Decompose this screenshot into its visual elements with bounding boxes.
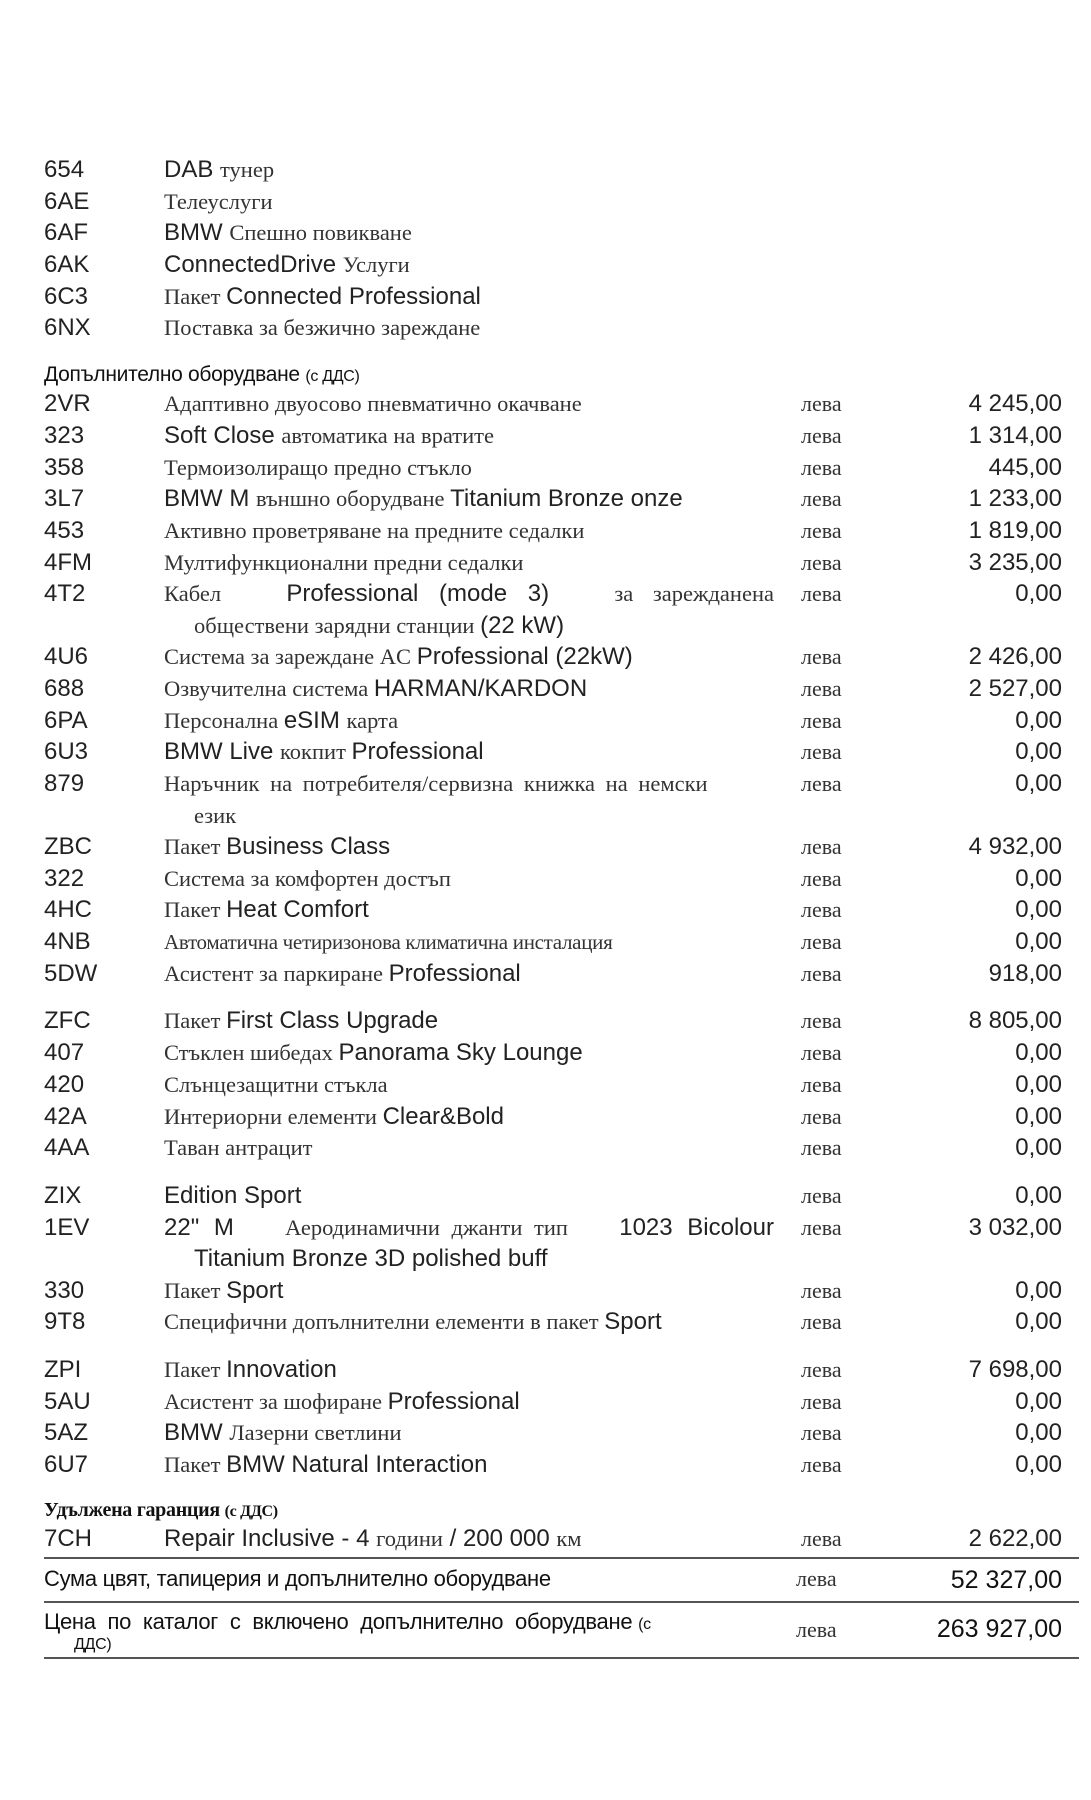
currency: лева	[801, 1309, 842, 1335]
item-code: 6NX	[44, 314, 91, 342]
item-description: Пакет Innovation	[164, 1355, 337, 1383]
item-description: Таван антрацит	[164, 1135, 313, 1161]
table-row	[44, 863, 1079, 895]
price: 0,00	[1015, 1070, 1062, 1098]
item-code: 322	[44, 864, 85, 892]
list-item	[44, 312, 1079, 344]
table-row	[44, 1101, 1079, 1133]
currency: лева	[801, 1008, 842, 1034]
table-row	[44, 926, 1079, 958]
item-code: 3L7	[44, 485, 85, 513]
currency: лева	[801, 1452, 842, 1477]
price: 0,00	[1015, 580, 1062, 608]
item-code: 4HC	[44, 896, 93, 924]
currency: лева	[801, 1420, 842, 1446]
list-item	[44, 217, 1079, 249]
price: 0,00	[1015, 738, 1062, 766]
table-row	[44, 1132, 1079, 1164]
item-code: ZFC	[44, 1007, 91, 1035]
standard-items-list	[44, 154, 1079, 344]
item-description: Термоизолиращо предно стъкло	[164, 454, 472, 480]
spacer	[44, 1481, 1079, 1493]
item-code: ZPI	[44, 1355, 82, 1383]
item-code: 6C3	[44, 282, 89, 310]
item-description: BMW M външно оборудване Titanium Bronze onze	[164, 485, 683, 513]
item-code: ZIX	[44, 1181, 82, 1209]
item-code: 6PA	[44, 706, 88, 734]
table-row	[44, 1354, 1079, 1386]
equipment-group	[44, 1354, 1079, 1481]
price: 0,00	[1015, 1181, 1062, 1209]
price: 0,00	[1015, 770, 1062, 797]
table-row	[44, 1212, 1079, 1275]
item-code: 6U7	[44, 1451, 89, 1478]
item-description: Пакет First Class Upgrade	[164, 1007, 439, 1035]
item-description: Система за зареждане AC Professional (22kW)	[164, 643, 633, 671]
price: 0,00	[1015, 1039, 1062, 1067]
table-row	[44, 1005, 1079, 1037]
item-description: BMW Лазерни светлини	[164, 1419, 402, 1447]
equipment-group	[44, 1005, 1079, 1163]
table-row	[44, 1275, 1079, 1307]
table-row	[44, 705, 1079, 737]
table-row	[44, 641, 1079, 673]
price: 918,00	[988, 959, 1062, 987]
item-description: Интериорни елементи Clear&Bold	[164, 1102, 504, 1130]
item-code: 4U6	[44, 643, 89, 671]
currency: лева	[801, 644, 842, 670]
list-item	[44, 249, 1079, 281]
item-description: Автоматична четиризонова климатична инсталация	[164, 930, 613, 955]
table-row	[44, 483, 1079, 515]
item-description: Repair Inclusive - 4 години / 200 000 км	[164, 1524, 582, 1552]
price: 1 314,00	[968, 421, 1062, 449]
price: 1 819,00	[968, 516, 1062, 544]
item-code: 420	[44, 1070, 85, 1098]
currency: лева	[801, 771, 842, 796]
table-row	[44, 894, 1079, 926]
section-title-optional-equipment: Допълнително оборудване (с ДДС)	[44, 363, 360, 387]
item-description: Кабел Professional (mode 3) за зарежданена обществени зарядни станции (22 kW)	[164, 580, 774, 639]
table-row	[44, 578, 1079, 641]
item-code: 42A	[44, 1102, 87, 1130]
currency: лева	[796, 1566, 837, 1592]
price: 4 245,00	[968, 390, 1062, 418]
item-code: 358	[44, 453, 85, 481]
item-description: Пакет Sport	[164, 1276, 284, 1304]
list-item	[44, 186, 1079, 218]
item-code: 9T8	[44, 1308, 86, 1336]
item-code: 654	[44, 156, 85, 183]
item-description: Стъклен шибедах Panorama Sky Lounge	[164, 1039, 583, 1067]
currency: лева	[801, 739, 842, 765]
item-description: Пакет Connected Professional	[164, 282, 481, 310]
price-list-page	[44, 154, 1079, 1659]
table-row	[44, 452, 1079, 484]
price: 0,00	[1015, 864, 1062, 892]
item-code: 7CH	[44, 1524, 93, 1552]
table-row	[44, 673, 1079, 705]
item-description: Телеуслуги	[164, 188, 273, 214]
table-row	[44, 736, 1079, 768]
price: 0,00	[1015, 1276, 1062, 1304]
price: 0,00	[1015, 1308, 1062, 1336]
price: 2 426,00	[968, 643, 1062, 671]
equipment-group	[44, 1180, 1079, 1338]
price: 445,00	[988, 453, 1062, 481]
table-row	[44, 831, 1079, 863]
currency: лева	[801, 581, 842, 607]
price: 2 527,00	[968, 674, 1062, 702]
item-code: 879	[44, 770, 85, 797]
currency: лева	[801, 707, 842, 733]
equipment-group	[44, 388, 1079, 989]
currency: лева	[801, 1040, 842, 1066]
price: 0,00	[1015, 1387, 1062, 1415]
item-description: Активно проветряване на предните седалки	[164, 517, 585, 543]
currency: лева	[801, 834, 842, 859]
table-row	[44, 1449, 1079, 1481]
currency: лева	[801, 454, 842, 480]
item-description: Мултифункционални предни седалки	[164, 549, 524, 575]
table-row	[44, 1523, 1079, 1555]
price: 0,00	[1015, 1102, 1062, 1130]
currency: лева	[801, 391, 842, 417]
table-row	[44, 1306, 1079, 1338]
item-description: ConnectedDrive Услуги	[164, 251, 410, 279]
catalog-total-label: Цена по каталог с включено допълнително оборудване (с ДДС)	[44, 1609, 651, 1654]
table-row	[44, 1037, 1079, 1069]
subtotal-row	[44, 1557, 1079, 1601]
item-code: 5DW	[44, 959, 98, 987]
item-description: Edition Sport	[164, 1181, 302, 1209]
currency: лева	[801, 929, 842, 955]
item-code: 330	[44, 1276, 85, 1304]
currency: лева	[801, 960, 842, 986]
item-code: 688	[44, 674, 85, 702]
price: 8 805,00	[968, 1007, 1062, 1035]
currency: лева	[801, 549, 842, 575]
list-item	[44, 281, 1079, 313]
section-title-warranty: Удължена гаранция (с ДДС)	[44, 1498, 278, 1521]
item-code: 453	[44, 516, 85, 544]
table-row	[44, 515, 1079, 547]
currency: лева	[801, 1214, 842, 1240]
currency: лева	[801, 897, 842, 923]
subtotal-label: Сума цвят, тапицерия и допълнително оборудване	[44, 1566, 551, 1592]
item-description: Персонална eSIM карта	[164, 706, 399, 734]
item-description: Слънцезащитни стъкла	[164, 1071, 388, 1097]
table-row	[44, 420, 1079, 452]
item-code: 6AF	[44, 219, 89, 247]
currency: лева	[801, 517, 842, 543]
price: 0,00	[1015, 928, 1062, 956]
table-row	[44, 768, 1079, 831]
price: 0,00	[1015, 1419, 1062, 1447]
item-code: 6U3	[44, 738, 89, 766]
table-row	[44, 1417, 1079, 1449]
item-description: Пакет BMW Natural Interaction	[164, 1451, 488, 1478]
table-row	[44, 1069, 1079, 1101]
item-description: Наръчник на потребителя/сервизна книжка на немски език	[164, 771, 708, 828]
price: 1 233,00	[968, 485, 1062, 513]
item-description: Адаптивно двуосово пневматично окачване	[164, 391, 582, 417]
item-code: 4NB	[44, 928, 91, 956]
spacer	[44, 1338, 1079, 1354]
item-code: 2VR	[44, 390, 91, 418]
item-description: Пакет Heat Comfort	[164, 896, 369, 924]
price: 4 932,00	[968, 833, 1062, 860]
item-description: DAB тунер	[164, 156, 275, 183]
item-description: Асистент за шофиране Professional	[164, 1387, 520, 1415]
spacer	[44, 344, 1079, 358]
currency: лева	[801, 865, 842, 891]
table-row	[44, 958, 1079, 990]
item-code: 4FM	[44, 548, 92, 576]
price: 3 032,00	[968, 1213, 1062, 1241]
subtotal-amount: 52 327,00	[950, 1566, 1062, 1595]
item-description: Асистент за паркиране Professional	[164, 959, 521, 987]
item-code: 4T2	[44, 580, 86, 608]
item-code: 5AU	[44, 1387, 91, 1415]
item-code: 6AE	[44, 187, 90, 215]
item-description: BMW Спешно повикване	[164, 219, 412, 247]
price: 0,00	[1015, 1134, 1062, 1162]
currency: лева	[796, 1617, 837, 1643]
currency: лева	[801, 1525, 842, 1551]
catalog-total-amount: 263 927,00	[936, 1615, 1062, 1644]
item-description: BMW Live кокпит Professional	[164, 738, 484, 766]
item-code: 323	[44, 421, 85, 449]
table-row	[44, 547, 1079, 579]
currency: лева	[801, 486, 842, 512]
item-code: 5AZ	[44, 1419, 89, 1447]
item-description: Поставка за безжично зареждане	[164, 315, 481, 341]
spacer	[44, 989, 1079, 1005]
price: 3 235,00	[968, 548, 1062, 576]
currency: лева	[801, 1356, 842, 1382]
price: 0,00	[1015, 706, 1062, 734]
currency: лева	[801, 1388, 842, 1414]
currency: лева	[801, 1277, 842, 1303]
currency: лева	[801, 422, 842, 448]
item-code: 4AA	[44, 1134, 90, 1162]
list-item	[44, 154, 1079, 186]
item-description: Система за комфортен достъп	[164, 865, 451, 891]
price: 7 698,00	[968, 1355, 1062, 1383]
item-description: Озвучителна система HARMAN/KARDON	[164, 674, 588, 702]
item-code: 1EV	[44, 1213, 90, 1241]
item-description: 22" M Аеродинамични джанти тип 1023 Bicolour Titanium Bronze 3D polished buff	[164, 1213, 774, 1273]
price: 0,00	[1015, 1451, 1062, 1478]
item-code: ZBC	[44, 833, 92, 860]
item-description: Soft Close автоматика на вратите	[164, 421, 494, 449]
table-row	[44, 388, 1079, 420]
currency: лева	[801, 1182, 842, 1208]
item-code: 6AK	[44, 251, 90, 279]
currency: лева	[801, 1103, 842, 1129]
currency: лева	[801, 1071, 842, 1097]
spacer	[44, 1164, 1079, 1180]
catalog-total-row	[44, 1601, 1079, 1659]
price: 0,00	[1015, 896, 1062, 924]
item-code: 407	[44, 1039, 85, 1067]
table-row	[44, 1180, 1079, 1212]
table-row	[44, 1386, 1079, 1418]
price: 2 622,00	[968, 1524, 1062, 1552]
item-description: Специфични допълнителни елементи в пакет Sport	[164, 1308, 662, 1336]
currency: лева	[801, 675, 842, 701]
item-description: Пакет Business Class	[164, 833, 391, 860]
currency: лева	[801, 1135, 842, 1161]
